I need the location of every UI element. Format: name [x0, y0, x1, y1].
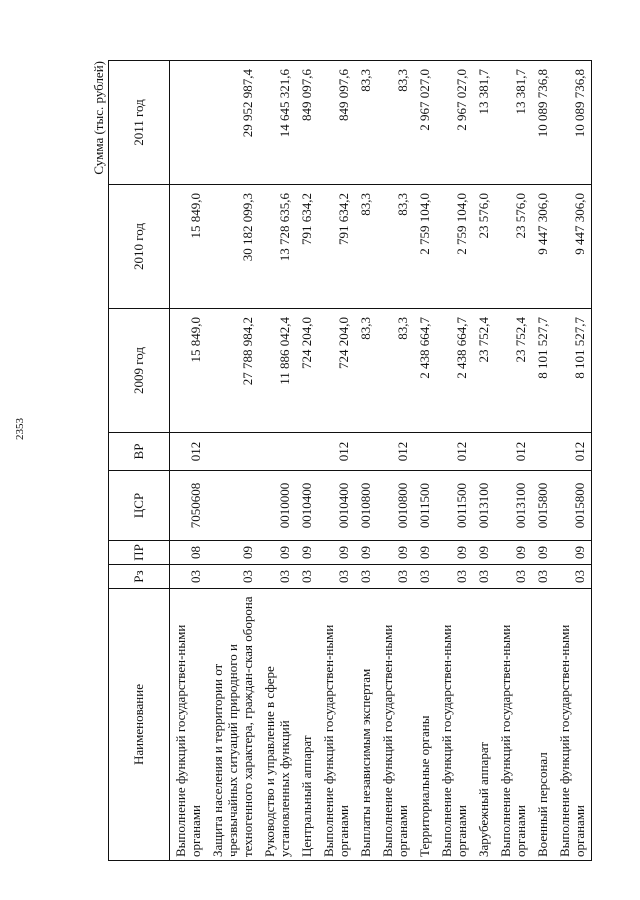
cell-csr: 0011500 — [414, 471, 436, 541]
cell-y2010: 9 447 306,0 — [554, 185, 592, 309]
cell-y2009: 724 204,0 — [296, 309, 318, 433]
cell-pr: 09 — [296, 541, 318, 565]
cell-rz: 03 — [554, 565, 592, 589]
cell-pr: 09 — [532, 541, 554, 565]
cell-vr: 012 — [170, 433, 208, 471]
header-rz: Рз — [109, 565, 170, 589]
cell-csr — [207, 471, 259, 541]
cell-y2009: 2 438 664,7 — [436, 309, 473, 433]
cell-csr: 0013100 — [495, 471, 532, 541]
cell-csr: 0010800 — [377, 471, 414, 541]
header-csr: ЦСР — [109, 471, 170, 541]
cell-y2010: 30 182 099,3 — [207, 185, 259, 309]
cell-rz: 03 — [207, 565, 259, 589]
cell-y2009: 15 849,0 — [170, 309, 208, 433]
cell-vr: 012 — [495, 433, 532, 471]
header-2009: 2009 год — [109, 309, 170, 433]
table-row — [207, 61, 259, 861]
cell-rz: 03 — [436, 565, 473, 589]
cell-y2009: 724 204,0 — [318, 309, 355, 433]
table-row — [554, 61, 592, 861]
cell-pr: 09 — [207, 541, 259, 565]
cell-y2010: 83,3 — [377, 185, 414, 309]
cell-y2009: 8 101 527,7 — [532, 309, 554, 433]
rotated-page-content — [90, 61, 592, 861]
cell-y2009: 2 438 664,7 — [414, 309, 436, 433]
table-row — [170, 61, 208, 861]
header-pr: ПР — [109, 541, 170, 565]
cell-vr — [296, 433, 318, 471]
cell-name: Территориальные органы — [414, 589, 436, 861]
cell-rz: 03 — [355, 565, 377, 589]
cell-name: Выполнение функций государствен-ными органами — [318, 589, 355, 861]
cell-name: Центральный аппарат — [296, 589, 318, 861]
cell-y2010: 791 634,2 — [318, 185, 355, 309]
table-row — [436, 61, 473, 861]
cell-vr — [414, 433, 436, 471]
table-row — [473, 61, 495, 861]
header-2011: 2011 год — [109, 61, 170, 185]
cell-y2011: 849 097,6 — [318, 61, 355, 185]
cell-csr: 0010800 — [355, 471, 377, 541]
cell-y2009: 27 788 984,2 — [207, 309, 259, 433]
header-2010: 2010 год — [109, 185, 170, 309]
cell-y2010: 15 849,0 — [170, 185, 208, 309]
cell-y2010: 2 759 104,0 — [436, 185, 473, 309]
cell-y2011: 849 097,6 — [296, 61, 318, 185]
cell-rz: 03 — [296, 565, 318, 589]
cell-y2010: 2 759 104,0 — [414, 185, 436, 309]
cell-name: Выполнение функций государствен-ными органами — [554, 589, 592, 861]
cell-y2011: 2 967 027,0 — [436, 61, 473, 185]
cell-csr: 0013100 — [473, 471, 495, 541]
cell-pr: 09 — [414, 541, 436, 565]
cell-y2009: 23 752,4 — [473, 309, 495, 433]
cell-name: Руководство и управление в сфере установленных функций — [259, 589, 296, 861]
table-row — [259, 61, 296, 861]
cell-name: Выполнение функций государствен-ными органами — [436, 589, 473, 861]
budget-table — [108, 60, 592, 861]
cell-y2011: 13 381,7 — [495, 61, 532, 185]
cell-name: Военный персонал — [532, 589, 554, 861]
unit-note: Сумма (тыс. рублей) — [91, 61, 106, 175]
cell-rz: 03 — [377, 565, 414, 589]
cell-y2010: 791 634,2 — [296, 185, 318, 309]
cell-y2009: 23 752,4 — [495, 309, 532, 433]
table-row — [414, 61, 436, 861]
cell-pr: 09 — [377, 541, 414, 565]
table-row — [318, 61, 355, 861]
header-row — [109, 61, 170, 861]
cell-vr — [355, 433, 377, 471]
table-row — [495, 61, 532, 861]
cell-y2011: 29 952 987,4 — [207, 61, 259, 185]
cell-y2009: 83,3 — [355, 309, 377, 433]
cell-csr: 0010000 — [259, 471, 296, 541]
cell-y2010: 23 576,0 — [495, 185, 532, 309]
cell-pr: 09 — [318, 541, 355, 565]
cell-y2009: 8 101 527,7 — [554, 309, 592, 433]
table-row — [355, 61, 377, 861]
cell-y2010: 23 576,0 — [473, 185, 495, 309]
cell-csr: 7050608 — [170, 471, 208, 541]
cell-y2011: 2 967 027,0 — [414, 61, 436, 185]
cell-pr: 09 — [473, 541, 495, 565]
cell-vr — [207, 433, 259, 471]
cell-y2011: 13 381,7 — [473, 61, 495, 185]
cell-name: Выплаты независимым экспертам — [355, 589, 377, 861]
cell-y2011: 83,3 — [355, 61, 377, 185]
cell-rz: 03 — [259, 565, 296, 589]
table-row — [532, 61, 554, 861]
cell-pr: 09 — [355, 541, 377, 565]
cell-csr: 0011500 — [436, 471, 473, 541]
cell-pr: 09 — [495, 541, 532, 565]
cell-y2011: 83,3 — [377, 61, 414, 185]
cell-vr: 012 — [554, 433, 592, 471]
cell-y2009: 11 886 042,4 — [259, 309, 296, 433]
cell-name: Выполнение функций государствен-ными органами — [170, 589, 208, 861]
header-name: Наименование — [109, 589, 170, 861]
cell-vr — [259, 433, 296, 471]
cell-y2011 — [170, 61, 208, 185]
cell-vr: 012 — [377, 433, 414, 471]
cell-csr: 0010400 — [296, 471, 318, 541]
table-row — [296, 61, 318, 861]
cell-y2011: 14 645 321,6 — [259, 61, 296, 185]
cell-name: Выполнение функций государствен-ными органами — [377, 589, 414, 861]
cell-name: Зарубежный аппарат — [473, 589, 495, 861]
cell-rz: 03 — [532, 565, 554, 589]
cell-y2010: 83,3 — [355, 185, 377, 309]
cell-vr — [532, 433, 554, 471]
cell-rz: 03 — [473, 565, 495, 589]
cell-vr: 012 — [436, 433, 473, 471]
cell-name: Выполнение функций государствен-ными органами — [495, 589, 532, 861]
cell-rz: 03 — [170, 565, 208, 589]
table-body — [170, 61, 592, 861]
cell-csr: 0015800 — [532, 471, 554, 541]
cell-y2010: 9 447 306,0 — [532, 185, 554, 309]
table-row — [377, 61, 414, 861]
header-vr: ВР — [109, 433, 170, 471]
cell-pr: 09 — [259, 541, 296, 565]
cell-pr: 09 — [436, 541, 473, 565]
cell-name: Защита населения и территории от чрезвычайных ситуаций природного и техногенного характера, граждан-ская оборона — [207, 589, 259, 861]
cell-rz: 03 — [495, 565, 532, 589]
cell-vr: 012 — [318, 433, 355, 471]
cell-y2010: 13 728 635,6 — [259, 185, 296, 309]
cell-pr: 09 — [554, 541, 592, 565]
cell-pr: 08 — [170, 541, 208, 565]
cell-csr: 0015800 — [554, 471, 592, 541]
cell-y2011: 10 089 736,8 — [554, 61, 592, 185]
page-number: 2353 — [14, 418, 26, 440]
cell-y2011: 10 089 736,8 — [532, 61, 554, 185]
cell-csr: 0010400 — [318, 471, 355, 541]
cell-rz: 03 — [414, 565, 436, 589]
cell-y2009: 83,3 — [377, 309, 414, 433]
cell-rz: 03 — [318, 565, 355, 589]
cell-vr — [473, 433, 495, 471]
